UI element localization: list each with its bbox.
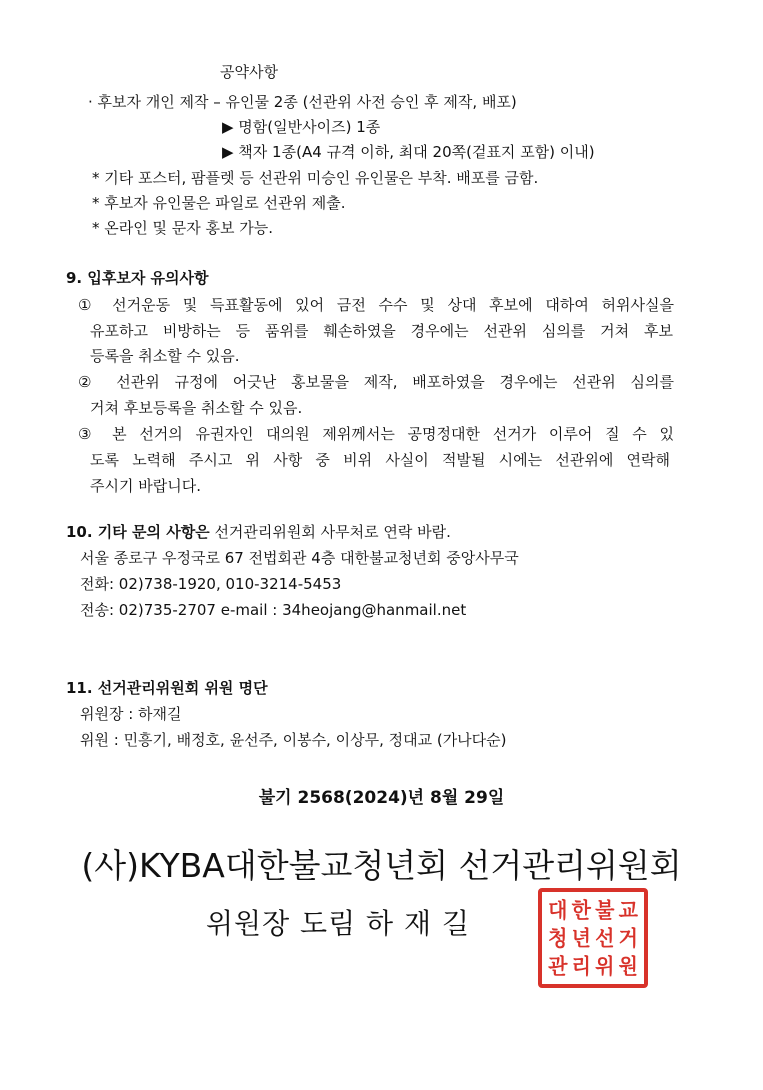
seal-char: 교 [618,897,638,923]
seal-char: 불 [595,897,615,923]
section-9-p2-line1: ② 선관위 규정에 어긋난 홍보물을 제작, 배포하였을 경우에는 선관위 심의를 [78,373,674,391]
promise-sub-1: ▶ 명함(일반사이즈) 1종 [222,118,381,136]
seal-char: 선 [595,925,615,951]
section-11-title: 11. 선거관리위원회 위원 명단 [66,679,268,697]
section-9-p1-line1: ① 선거운동 및 득표활동에 있어 금전 수수 및 상대 후보에 대하여 허위사실을 [78,296,674,314]
seal-char: 원 [618,953,638,979]
seal-char: 청 [548,925,568,951]
official-seal [538,888,648,988]
promise-heading: 공약사항 [220,63,278,81]
section-9-p3-line2: 도록 노력해 주시고 위 사항 중 비위 사실이 적발될 시에는 선관위에 연락해 [90,451,670,469]
seal-char: 년 [571,925,591,951]
promise-note-3: * 온라인 및 문자 홍보 가능. [92,219,274,237]
section-9-p1-line2: 유포하고 비방하는 등 품위를 훼손하였을 경우에는 선관위 심의를 거쳐 후보 [90,322,673,340]
section-9-title: 9. 입후보자 유의사항 [66,269,209,287]
document-date: 불기 2568(2024)년 8월 29일 [258,788,505,808]
section-10-address: 서울 종로구 우정국로 67 전법회관 4층 대한불교청년회 중앙사무국 [80,549,519,567]
section-11-members: 위원 : 민흥기, 배정호, 윤선주, 이봉수, 이상무, 정대교 (가나다순) [80,731,507,749]
seal-char: 대 [548,897,568,923]
section-10-fax-email: 전송: 02)735-2707 e-mail : 34heojang@hanmail.net [80,601,467,619]
seal-char: 관 [548,953,568,979]
promise-note-1: * 기타 포스터, 팜플렛 등 선관위 미승인 유인물은 부착. 배포를 금함. [92,169,539,187]
section-9-p3-line3: 주시기 바랍니다. [90,477,201,495]
seal-char: 한 [571,897,591,923]
section-10-phone: 전화: 02)738-1920, 010-3214-5453 [80,575,342,593]
seal-char: 거 [618,925,638,951]
promise-sub-2: ▶ 책자 1종(A4 규격 이하, 최대 20쪽(겉표지 포함) 이내) [222,143,595,161]
section-10-title-rest: 선거관리위원회 사무처로 연락 바람. [209,523,451,541]
section-9-p1-line3: 등록을 취소할 수 있음. [90,347,240,365]
section-9-p2-line2: 거쳐 후보등록을 취소할 수 있음. [90,399,303,417]
promise-note-2: * 후보자 유인물은 파일로 선관위 제출. [92,194,346,212]
seal-char: 리 [571,953,591,979]
promise-item-1: · 후보자 개인 제작 – 유인물 2종 (선관위 사전 승인 후 제작, 배포) [88,93,517,111]
section-10-title: 10. 기타 문의 사항은 [66,523,210,541]
section-11-chair: 위원장 : 하재길 [80,705,182,723]
seal-char: 위 [595,953,615,979]
organization-name: (사)KYBA대한불교청년회 선거관리위원회 [81,846,682,885]
section-9-p3-line1: ③ 본 선거의 유권자인 대의원 제위께서는 공명정대한 선거가 이루어 질 수 있 [78,425,674,443]
signature-line: 위원장 도림 하 재 길 [206,907,470,940]
section-10-title-row [66,522,451,542]
